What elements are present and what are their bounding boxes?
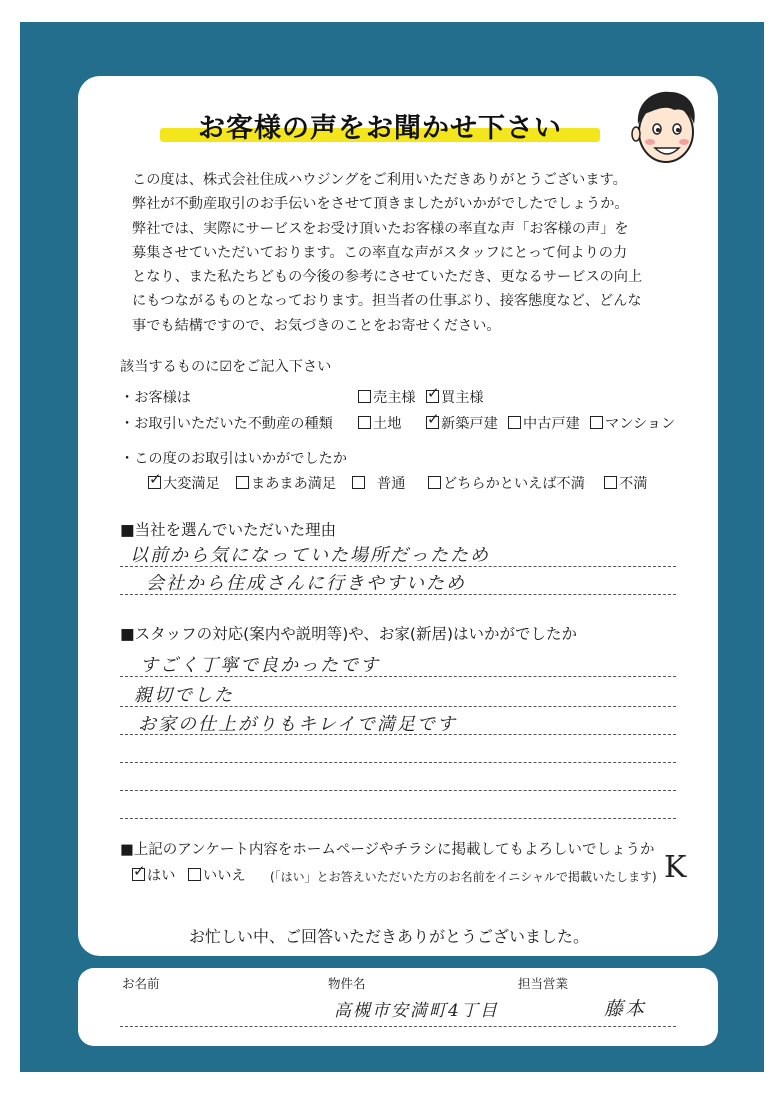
answer-line [120,676,676,677]
reason-answer: 以前から気になっていた場所だったため [130,545,490,566]
checkbox[interactable] [358,390,371,403]
staff-answer: お家の仕上がりもキレイで満足です [138,714,457,735]
checkbox[interactable] [508,416,521,429]
option-seller[interactable]: 売主様 [358,387,416,407]
option-normal[interactable]: 普通 [352,473,405,493]
sales-label: 担当営業 [518,976,569,991]
option-very-satisfied[interactable]: ✓大変満足 [148,473,220,493]
option-somewhat-dissatisfied[interactable]: どちらかといえば不満 [428,473,585,493]
answer-line [120,566,676,567]
answer-line [120,734,676,735]
option-dissatisfied[interactable]: 不満 [604,473,647,493]
staff-heading: ■スタッフの対応(案内や説明等)や、お家(新居)はいかがでしたか [120,625,578,643]
checkbox[interactable] [188,868,201,881]
initial-mark: K [664,850,689,885]
checkbox[interactable] [358,416,371,429]
page-title: お客様の声をお聞かせ下さい [198,113,562,144]
intro-line: となり、また私たちどもの今後の参考にさせていただき、更なるサービスの向上 [132,269,643,286]
sales-value: 藤本 [604,998,647,1020]
q-customer-label: ・お客様は [120,390,191,406]
q-property-label: ・お取引いただいた不動産の種類 [120,416,333,432]
option-new-house[interactable]: ✓ 新築戸建 [426,413,498,433]
checklist-heading: 該当するものに☑をご記入下さい [120,359,332,375]
answer-line [120,706,676,707]
staff-answer: すごく丁寧で良かったです [140,655,380,676]
checkbox[interactable] [590,416,603,429]
intro-text [132,168,692,338]
property-value: 高槻市安満町4丁目 [334,1001,499,1021]
publish-heading: ■上記のアンケート内容をホームページやチラシに掲載してもよろしいでしょうか [120,842,655,858]
intro-line: 弊社では、実際にサービスをお受け頂いたお客様の率直な声「お客様の声」を [132,220,629,237]
checkbox[interactable] [236,476,249,489]
intro-line: この度は、株式会社住成ハウジングをご利用いただきありがとうございます。 [132,172,627,188]
checkbox[interactable] [426,416,439,429]
checkbox[interactable] [352,476,365,489]
title-block [150,104,610,148]
intro-line: 募集させていただいております。この率直な声がスタッフにとって何よりの力 [132,244,628,261]
intro-line: 事でも結構ですので、お気づきのことをお寄せください。 [132,317,501,334]
publish-note: (「はい」とお答えいただいた方のお名前をイニシャルで掲載いたします) [270,870,657,884]
reason-heading: ■当社を選んでいただいた理由 [120,521,337,539]
answer-line [120,762,676,763]
intro-line: 弊社が不動産取引のお手伝いをさせて頂きましたがいかがでしたでしょうか。 [132,196,629,213]
option-somewhat-satisfied[interactable]: まあまあ満足 [236,473,336,493]
property-label: 物件名 [328,976,366,991]
checkbox[interactable] [132,868,145,881]
name-label: お名前 [122,976,160,991]
reason-answer: 会社から住成さんに行きやすいため [146,573,466,594]
option-buyer[interactable]: ✓ 買主様 [426,387,484,407]
thanks-message: お忙しい中、ご回答いただきありがとうございました。 [188,927,589,946]
staff-answer: 親切でした [134,685,234,706]
option-land[interactable]: 土地 [358,413,401,433]
answer-line [120,790,676,791]
answer-line [120,818,676,819]
option-used-house[interactable]: 中古戸建 [508,413,580,433]
q-satisfaction-label: ・この度のお取引はいかがでしたか [120,451,348,467]
checkbox[interactable] [604,476,617,489]
mascot-face-icon [626,86,704,168]
option-mansion[interactable]: マンション [590,413,675,433]
checkbox[interactable] [148,476,161,489]
checkbox[interactable] [426,390,439,403]
checkbox[interactable] [428,476,441,489]
answer-line [120,594,676,595]
intro-line: にもつながるものとなっております。担当者の仕事ぶり、接客態度など、どんな [132,293,642,310]
option-yes[interactable]: ✓はい [132,865,175,885]
option-no[interactable]: いいえ [188,865,246,885]
signature-line [120,1026,676,1027]
